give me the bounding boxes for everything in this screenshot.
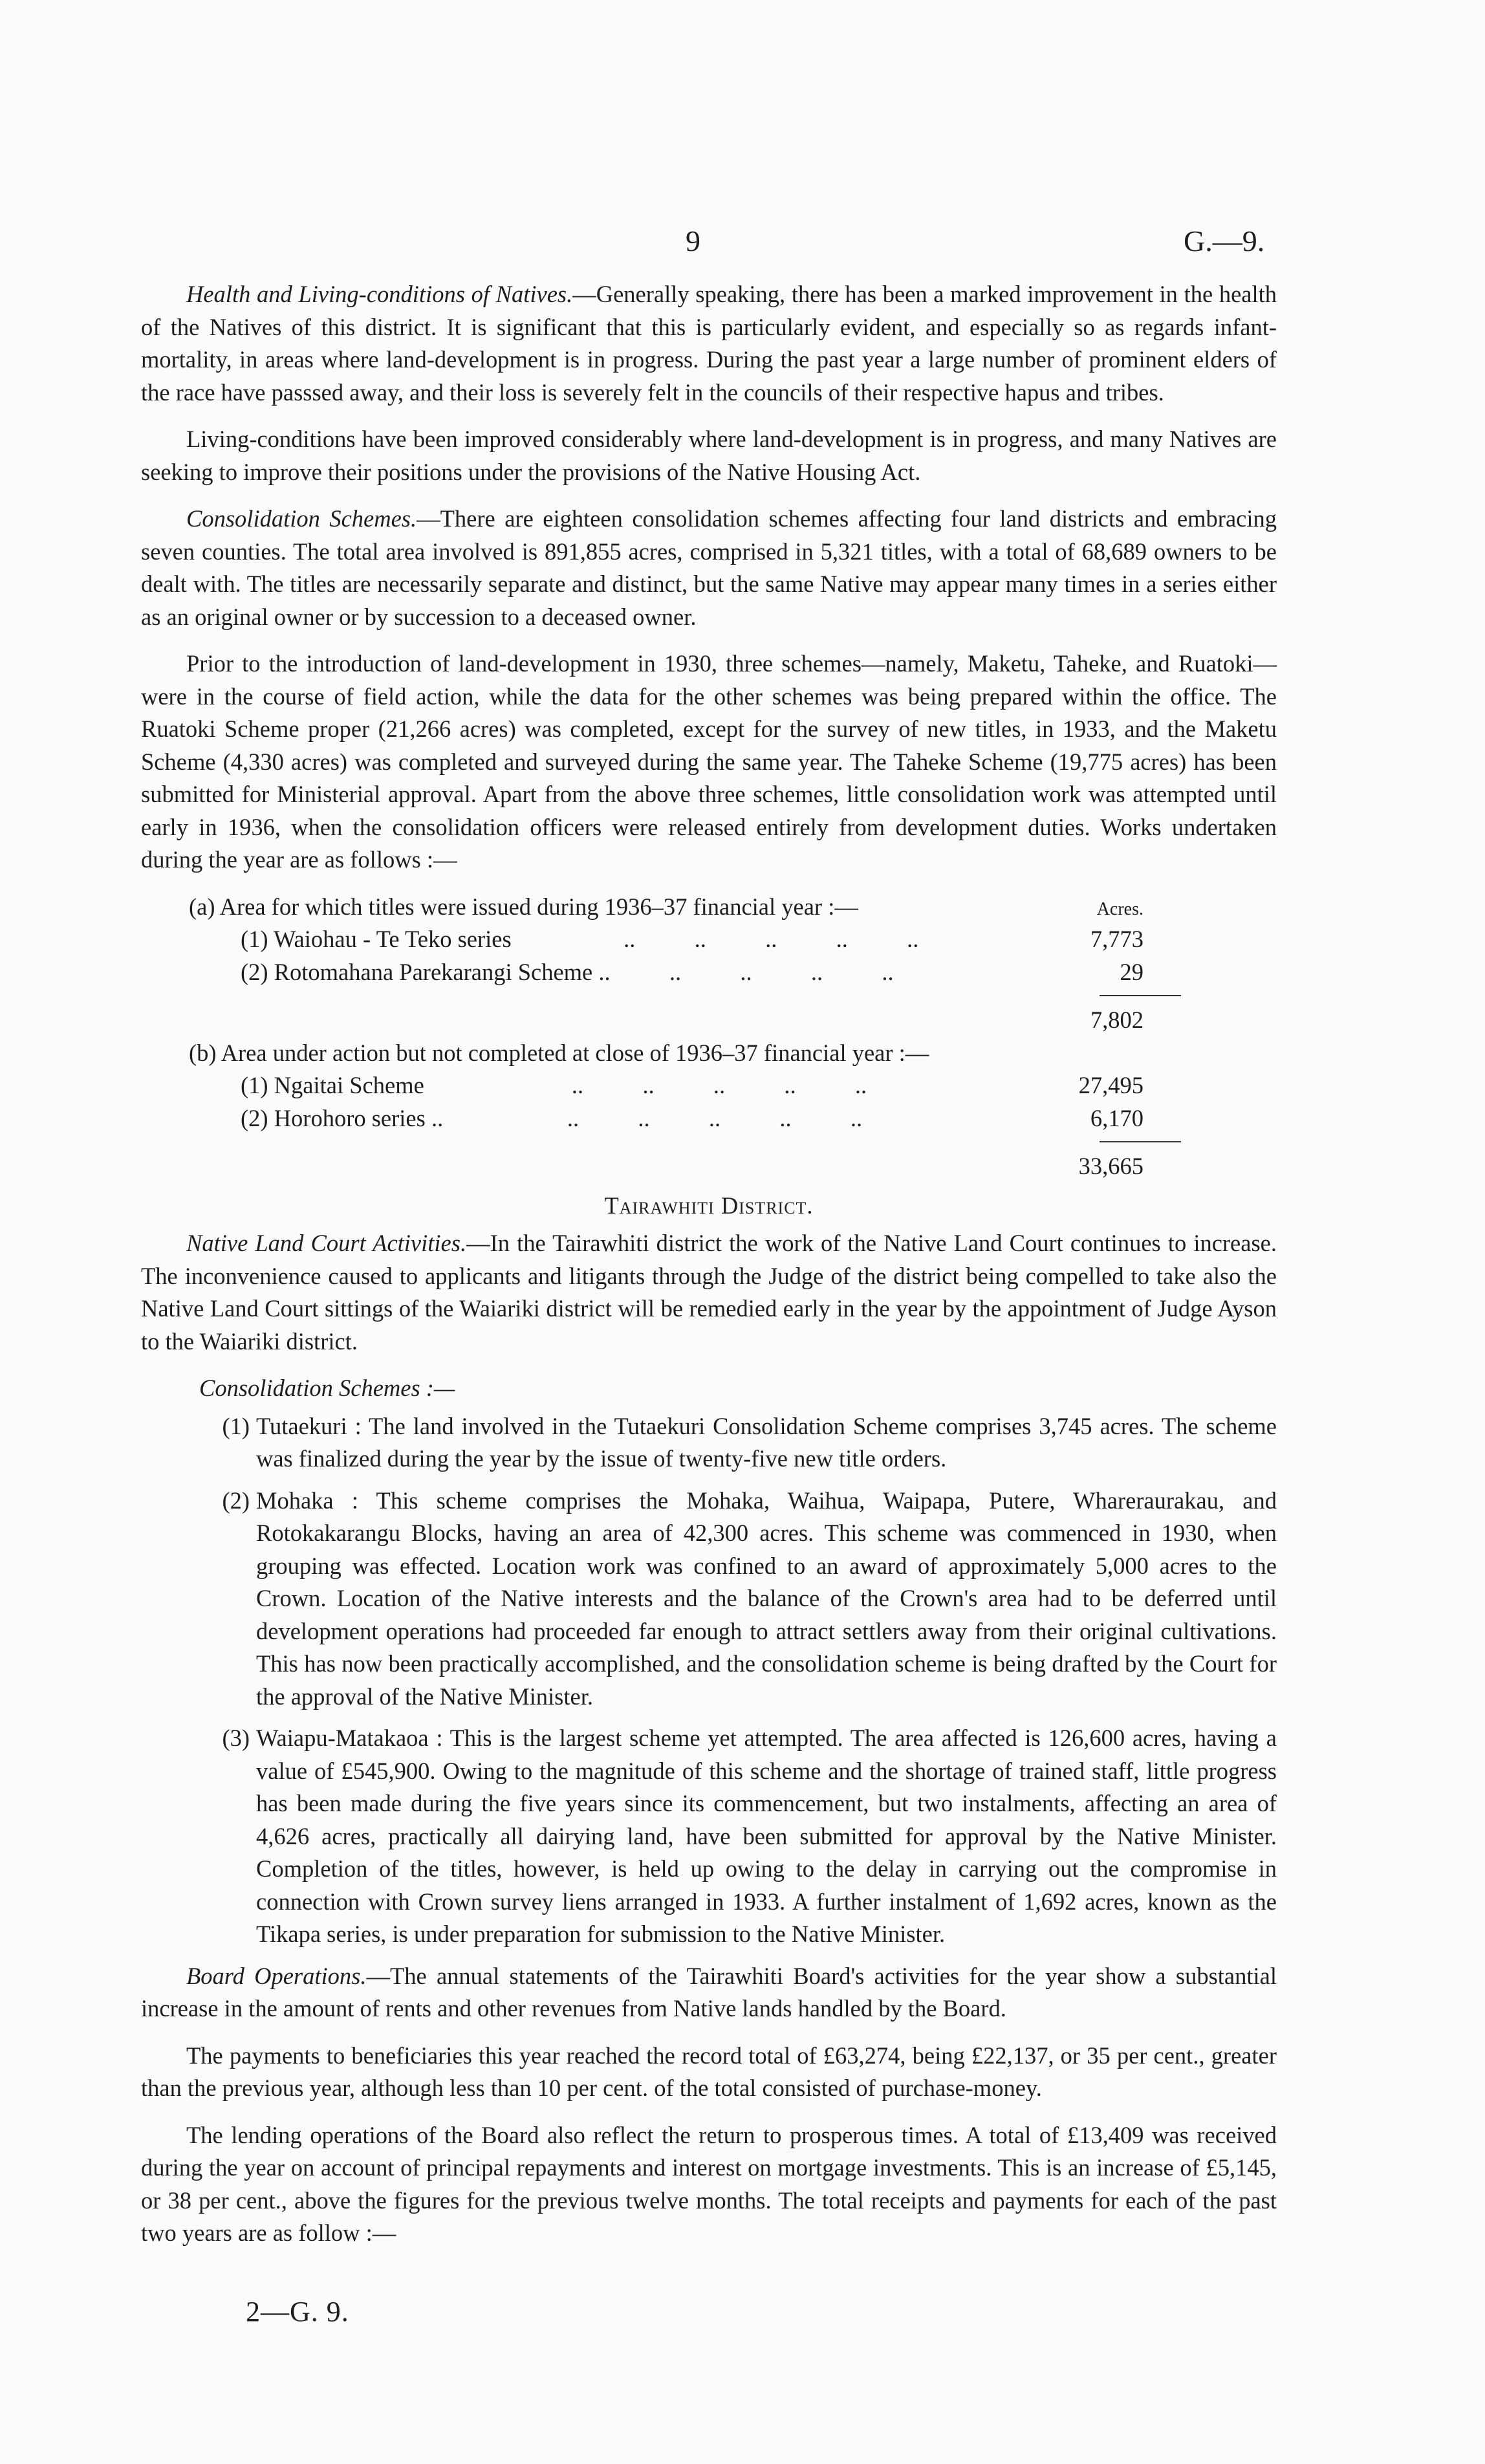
table-total-row	[141, 1150, 1277, 1183]
table-row-value: 6,170	[1090, 1104, 1144, 1131]
leader-dots: .. .. .. .. ..	[511, 926, 919, 952]
court-paragraph	[141, 1227, 1277, 1358]
consolidation-paragraph	[141, 503, 1277, 633]
page-number: 9	[686, 224, 700, 257]
district-heading: Tairawhiti District.	[604, 1192, 814, 1219]
board-title: Board Operations.	[186, 1962, 367, 1989]
court-text: —In the Tairawhiti district the work of the Native Land Court continues to increase. The inconvenience caused to applicants and litigants through the Judge of the district being compelled to take also the Native Land Court sittings of the Waiariki district will be remedied early in the year by the appointment of Judge Ayson to the Waiariki district.	[141, 1230, 1277, 1355]
footer-code: 2—G. 9.	[246, 2296, 349, 2328]
table-b-label: (b) Area under action but not completed at close of 1936–37 financial year :—	[189, 1039, 929, 1066]
table-row-value: 29	[1120, 958, 1144, 985]
list-item-text: Mohaka : This scheme comprises the Mohaka, Waihua, Waipapa, Putere, Whareraurakau, and Rotokakarangu Blocks, having an area of 42,300 acres. This scheme was commenced in 1930, when grouping was effected. Location work was confined to an award of approximately 5,000 acres to the Crown. Location of the Native interests and the balance of the Crown's area had to be deferred until development operations had proceeded far enough to attract settlers away from their original cultivations. This has now been practically accomplished, and the consolidation scheme is being drafted by the Court for the approval of the Native Minister.	[256, 1487, 1277, 1710]
leader-dots: .. .. .. .. ..	[443, 1104, 863, 1131]
list-item	[141, 1722, 1277, 1951]
list-item-number: (2)	[222, 1487, 250, 1514]
table-unit: Acres.	[1096, 899, 1144, 919]
table-row-label: (2) Horohoro series ..	[241, 1104, 444, 1131]
table-b-total: 33,665	[1078, 1153, 1144, 1179]
health-paragraph	[141, 278, 1277, 409]
health-text: —Generally speaking, there has been a marked improvement in the health of the Natives of this district. It is significant that this is particularly evident, and especially so as regards infant-mortality, in areas where land-development is in progress. During the past year a large number of prominent elders of the race have passsed away, and their loss is severely felt in the councils of their respective hapus and tribes.	[141, 281, 1277, 406]
table-row-value: 27,495	[1078, 1072, 1144, 1098]
page-body	[141, 278, 1277, 2264]
lending-paragraph: The lending operations of the Board also reflect the return to prosperous times. A total of £13,409 was received during the year on account of principal repayments and interest on mortgage investments. This is an increase of £5,145, or 38 per cent., above the figures for the previous twelve months. The total receipts and payments for each of the past two years are as follow :—	[141, 2121, 1277, 2246]
board-text: —The annual statements of the Tairawhiti Board's activities for the year show a substantial increase in the amount of rents and other revenues from Native lands handled by the Board.	[141, 1962, 1277, 2022]
table-a-label: (a) Area for which titles were issued during 1936–37 financial year :—	[189, 893, 858, 920]
table-row-label: (1) Waiohau - Te Teko series	[241, 926, 512, 952]
table-b-heading	[141, 1037, 1277, 1070]
list-item	[141, 1410, 1277, 1476]
leader-dots: .. .. .. .. ..	[424, 1072, 867, 1098]
table-a-total: 7,802	[1090, 1007, 1144, 1033]
table-row	[141, 1069, 1277, 1102]
table-row	[141, 923, 1277, 956]
living-paragraph: Living-conditions have been improved considerably where land-development is in progress, and many Natives are seeking to improve their positions under the provisions of the Native Housing Act.	[141, 426, 1277, 485]
list-item-number: (1)	[222, 1412, 250, 1439]
health-title: Health and Living-conditions of Natives.	[186, 281, 573, 307]
consolidation-text: —There are eighteen consolidation schemes affecting four land districts and embracing seven counties. The total area involved is 891,855 acres, comprised in 5,321 titles, with a total of 68,689 owners to be dealt with. The titles are necessarily separate and distinct, but the same Native may appear many times in a series either as an original owner or by succession to a deceased owner.	[141, 505, 1277, 630]
prior-paragraph: Prior to the introduction of land-development in 1930, three schemes—namely, Maketu, Taheke, and Ruatoki—were in the course of field action, while the data for the other schemes was being prepared within the office. The Ruatoki Scheme proper (21,266 acres) was completed, except for the survey of new titles, in 1933, and the Maketu Scheme (4,330 acres) was completed and surveyed during the same year. The Taheke Scheme (19,775 acres) has been submitted for Ministerial approval. Apart from the above three schemes, little consolidation work was attempted until early in 1936, when the consolidation officers were released entirely from development duties. Works undertaken during the year are as follows :—	[141, 650, 1277, 873]
document-code: G.—9.	[1184, 224, 1265, 257]
list-item-number: (3)	[222, 1725, 250, 1751]
total-rule	[1100, 995, 1181, 996]
table-a-heading	[141, 891, 1277, 924]
consolidation-title: Consolidation Schemes.	[186, 505, 417, 532]
table-total-row	[141, 1004, 1277, 1037]
table-row-value: 7,773	[1090, 926, 1144, 952]
board-paragraph	[141, 1960, 1277, 2025]
list-item-text: Tutaekuri : The land involved in the Tutaekuri Consolidation Scheme comprises 3,745 acres. The scheme was finalized during the year by the issue of twenty-five new title orders.	[256, 1412, 1277, 1472]
leader-dots: .. .. .. ..	[610, 958, 894, 985]
table-row	[141, 956, 1277, 989]
table-row-label: (1) Ngaitai Scheme	[241, 1072, 424, 1098]
list-item	[141, 1485, 1277, 1714]
payments-paragraph: The payments to beneficiaries this year reached the record total of £63,274, being £22,137, or 35 per cent., greater than the previous year, although less than 10 per cent. of the total consisted of purchase-money.	[141, 2042, 1277, 2101]
table-row-label: (2) Rotomahana Parekarangi Scheme ..	[241, 958, 611, 985]
list-item-text: Waiapu-Matakaoa : This is the largest scheme yet attempted. The area affected is 126,600 acres, having a value of £545,900. Owing to the magnitude of this scheme and the shortage of trained staff, little progress has been made during the five years since its commencement, but two instalments, affecting an area of 4,626 acres, practically all dairying land, have been submitted for approval by the Native Minister. Completion of the titles, however, is held up owing to the delay in carrying out the compromise in connection with Crown survey liens arranged in 1933. A further instalment of 1,692 acres, known as the Tikapa series, is under preparation for submission to the Native Minister.	[256, 1725, 1277, 1947]
schemes-subheading: Consolidation Schemes :—	[199, 1375, 455, 1401]
works-table	[141, 891, 1277, 1183]
table-row	[141, 1102, 1277, 1135]
court-title: Native Land Court Activities.	[186, 1230, 467, 1256]
total-rule	[1100, 1141, 1181, 1142]
